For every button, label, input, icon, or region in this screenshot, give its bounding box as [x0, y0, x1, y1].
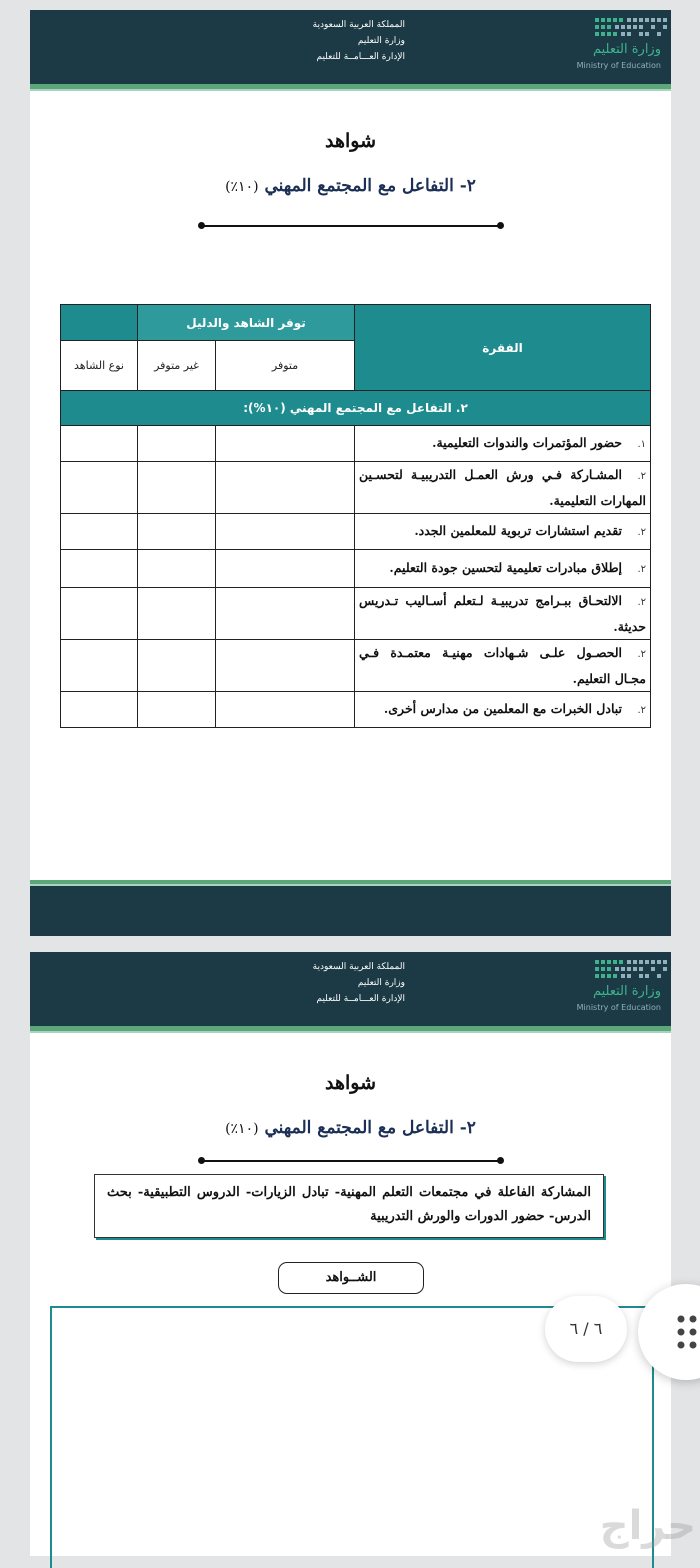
logo-dots-icon: [595, 16, 671, 38]
ministry-logo: [555, 14, 670, 78]
available-cell[interactable]: [216, 514, 355, 550]
table-row: [61, 588, 651, 640]
item-text: إطلاق مبادرات تعليمية لتحسين جودة التعليم.: [389, 559, 623, 575]
col-header-item: الفقرة: [355, 305, 651, 391]
page-counter[interactable]: ٦ / ٦: [545, 1296, 627, 1362]
header-stripe-light: [30, 89, 671, 91]
table-row: [61, 550, 651, 588]
item-text: حضور المؤتمرات والندوات التعليمية.: [432, 434, 623, 450]
item-cell: [355, 514, 651, 550]
item-cell: [355, 640, 651, 692]
subtitle-text: ٢- التفاعل مع المجتمع المهني: [264, 1118, 476, 1138]
page-footer: [30, 886, 671, 936]
available-cell[interactable]: [216, 692, 355, 728]
item-text: المشـاركة فـي ورش العمـل التدريبيـة لتحسـين المهارات التعليمية.: [359, 466, 647, 508]
col-header-type: نوع الشاهد: [61, 341, 138, 391]
item-cell: [355, 462, 651, 514]
item-cell: [355, 692, 651, 728]
evidence-type-cell[interactable]: [61, 462, 138, 514]
logo-english-text: Ministry of Education: [576, 61, 661, 70]
evidence-type-cell[interactable]: [61, 550, 138, 588]
unavailable-cell[interactable]: [138, 588, 216, 640]
table-row: [61, 514, 651, 550]
title-divider: [202, 225, 500, 227]
page-subtitle: [30, 1118, 671, 1138]
available-cell[interactable]: [216, 588, 355, 640]
logo-arabic-text: وزارة التعليم: [592, 984, 661, 999]
item-text: تبادل الخبرات مع المعلمين من مدارس أخرى.: [383, 700, 623, 716]
logo-dots-icon: [595, 958, 671, 980]
unavailable-cell[interactable]: [138, 426, 216, 462]
header-line-ministry: وزارة التعليم: [357, 36, 405, 46]
evidence-type-cell[interactable]: [61, 692, 138, 728]
item-number: ٢.: [637, 704, 647, 716]
col-header-available: متوفر: [216, 341, 355, 391]
item-text: تقديم استشارات تربوية للمعلمين الجدد.: [414, 522, 623, 538]
item-cell: [355, 550, 651, 588]
unavailable-cell[interactable]: [138, 640, 216, 692]
available-cell[interactable]: [216, 640, 355, 692]
available-cell[interactable]: [216, 550, 355, 588]
subtitle-percent: (١٠٪): [225, 179, 259, 195]
section-header: ٢. التفاعل مع المجتمع المهني (١٠%):: [61, 391, 651, 426]
table-row: [61, 462, 651, 514]
unavailable-cell[interactable]: [138, 550, 216, 588]
subtitle-percent: (١٠٪): [225, 1121, 259, 1137]
item-number: ٢.: [637, 526, 647, 538]
header-stripe-light: [30, 1031, 671, 1033]
evidence-type-cell[interactable]: [61, 640, 138, 692]
item-number: ١.: [637, 438, 647, 450]
header-line-kingdom: المملكة العربية السعودية: [312, 962, 405, 972]
ministry-logo: [555, 956, 670, 1020]
header-line-directorate: الإدارة العـــامــة للتعليم: [316, 994, 405, 1004]
available-cell[interactable]: [216, 462, 355, 514]
table-row: [61, 426, 651, 462]
grid-dots-icon: [676, 1314, 700, 1350]
logo-english-text: Ministry of Education: [576, 1003, 661, 1012]
logo-arabic-text: وزارة التعليم: [592, 42, 661, 57]
header-text: [205, 959, 405, 1007]
header-line-directorate: الإدارة العـــامــة للتعليم: [316, 52, 405, 62]
evidence-type-cell[interactable]: [61, 426, 138, 462]
page-title: شواهد: [324, 1072, 376, 1094]
table-row: [61, 692, 651, 728]
item-cell: [355, 588, 651, 640]
page-header: [30, 10, 671, 84]
col-header-unavailable: غير متوفر: [138, 341, 216, 391]
evidence-table: [60, 304, 651, 728]
document-page-1: [30, 10, 671, 880]
header-text: [205, 17, 405, 65]
table-row: [61, 640, 651, 692]
standard-description-box: المشاركة الفاعلة في مجتمعات التعلم المهنية- تبادل الزيارات- الدروس التطبيقية- بحث الدرس- حضور الدورات والورش التدريبية: [94, 1174, 604, 1238]
item-cell: [355, 426, 651, 462]
item-number: ٢.: [637, 470, 647, 482]
header-line-ministry: وزارة التعليم: [357, 978, 405, 988]
col-header-blank: [61, 305, 138, 341]
unavailable-cell[interactable]: [138, 514, 216, 550]
title-divider: [202, 1160, 500, 1162]
item-text: الالتحـاق ببـرامج تدريبيـة لـتعلم أسـاليب تـدريس حديثة.: [359, 592, 647, 634]
item-number: ٢.: [637, 563, 647, 575]
unavailable-cell[interactable]: [138, 462, 216, 514]
evidence-type-cell[interactable]: [61, 588, 138, 640]
unavailable-cell[interactable]: [138, 692, 216, 728]
subtitle-text: ٢- التفاعل مع المجتمع المهني: [264, 176, 476, 196]
document-page-2: [30, 952, 671, 1556]
evidence-type-cell[interactable]: [61, 514, 138, 550]
item-number: ٢.: [637, 596, 647, 608]
item-number: ٢.: [637, 648, 647, 660]
watermark: حراج: [599, 1503, 696, 1549]
evidence-label: الشــواهد: [278, 1262, 424, 1294]
page-title: شواهد: [324, 130, 376, 152]
item-text: الحصـول علـى شـهادات مهنيـة معتمـدة فـي مجـال التعليم.: [359, 644, 647, 686]
page-subtitle: [30, 176, 671, 196]
col-header-group: توفر الشاهد والدليل: [138, 305, 355, 341]
page-header: [30, 952, 671, 1026]
available-cell[interactable]: [216, 426, 355, 462]
header-line-kingdom: المملكة العربية السعودية: [312, 20, 405, 30]
